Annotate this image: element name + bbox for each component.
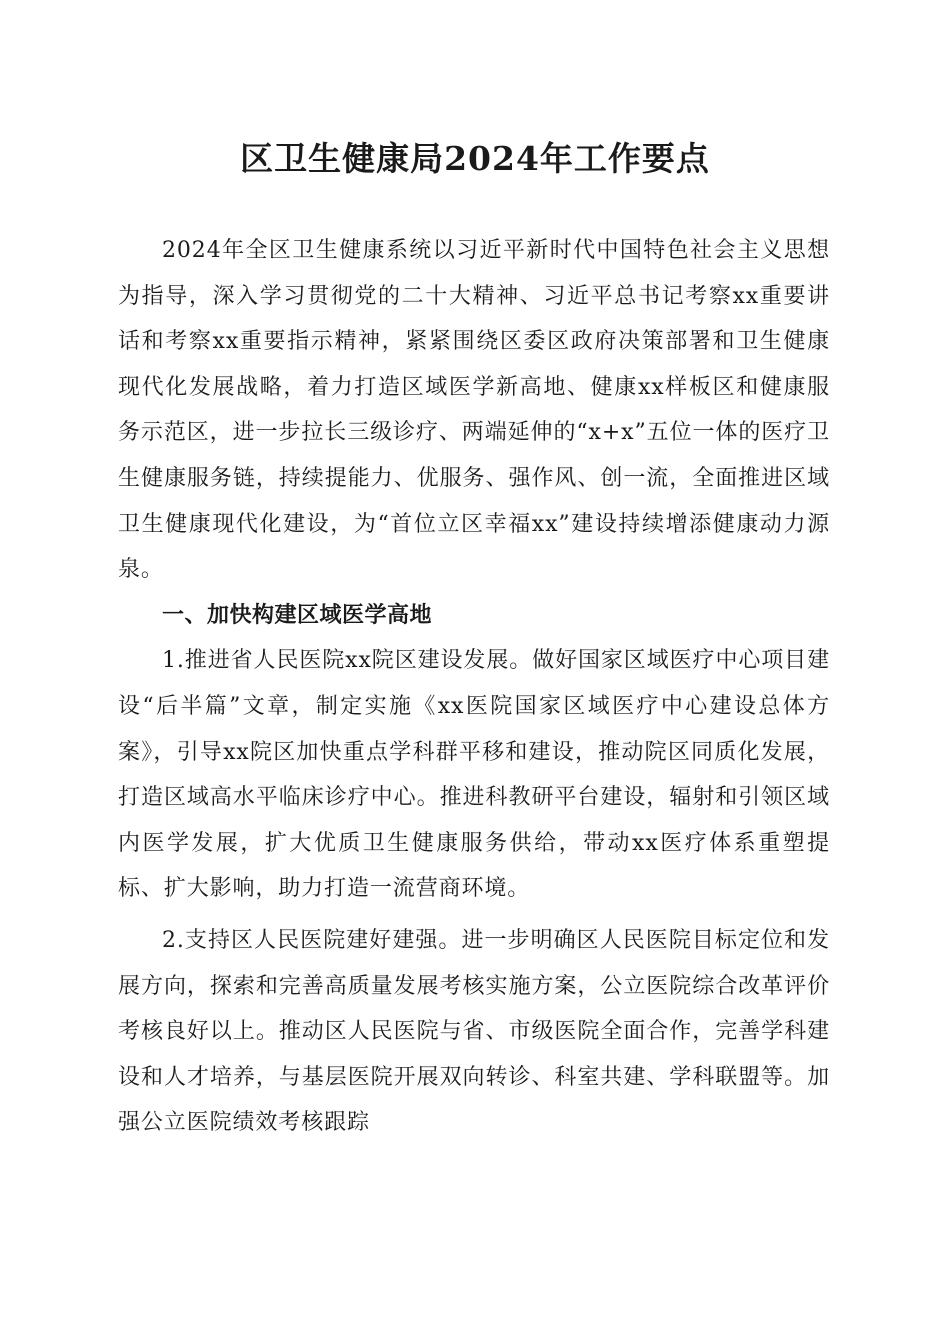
section-heading: 一、加快构建区域医学高地 [162,602,433,628]
document-title: 区卫生健康局2024年工作要点 [240,139,710,178]
list-item: 2.支持区人民医院建好建强。进一步明确区人民医院目标定位和发展方向，探索和完善高质量发展考核实施方案，公立医院综合改革评价考核良好以上。推动区人民医院与省、市级医院全面合作，完善学科建设和人才培养，与基层医院开展双向转诊、科室共建、学科联盟等。加强公立医院绩效考核跟踪 [118,927,830,1136]
document-body [118,228,830,1146]
list-item: 1.推进省人民医院xx院区建设发展。做好国家区域医疗中心项目建设“后半篇”文章，制定实施《xx医院国家区域医疗中心建设总体方案》，引导xx院区加快重点学科群平移和建设，推动院区同质化发展，打造区域高水平临床诊疗中心。推进科教研平台建设，辐射和引领区域内医学发展，扩大优质卫生健康服务供给，带动xx医疗体系重塑提标、扩大影响，助力打造一流营商环境。 [118,648,830,902]
intro-paragraph: 2024年全区卫生健康系统以习近平新时代中国特色社会主义思想为指导，深入学习贯彻党的二十大精神、习近平总书记考察xx重要讲话和考察xx重要指示精神，紧紧围绕区委区政府决策部署和卫生健康现代化发展战略，着力打造区域医学新高地、健康xx样板区和健康服务示范区，进一步拉长三级诊疗、两端延伸的“x+x”五位一体的医疗卫生健康服务链，持续提能力、优服务、强作风、创一流，全面推进区域卫生健康现代化建设，为“首位立区幸福xx”建设持续增添健康动力源泉。 [118,238,830,583]
